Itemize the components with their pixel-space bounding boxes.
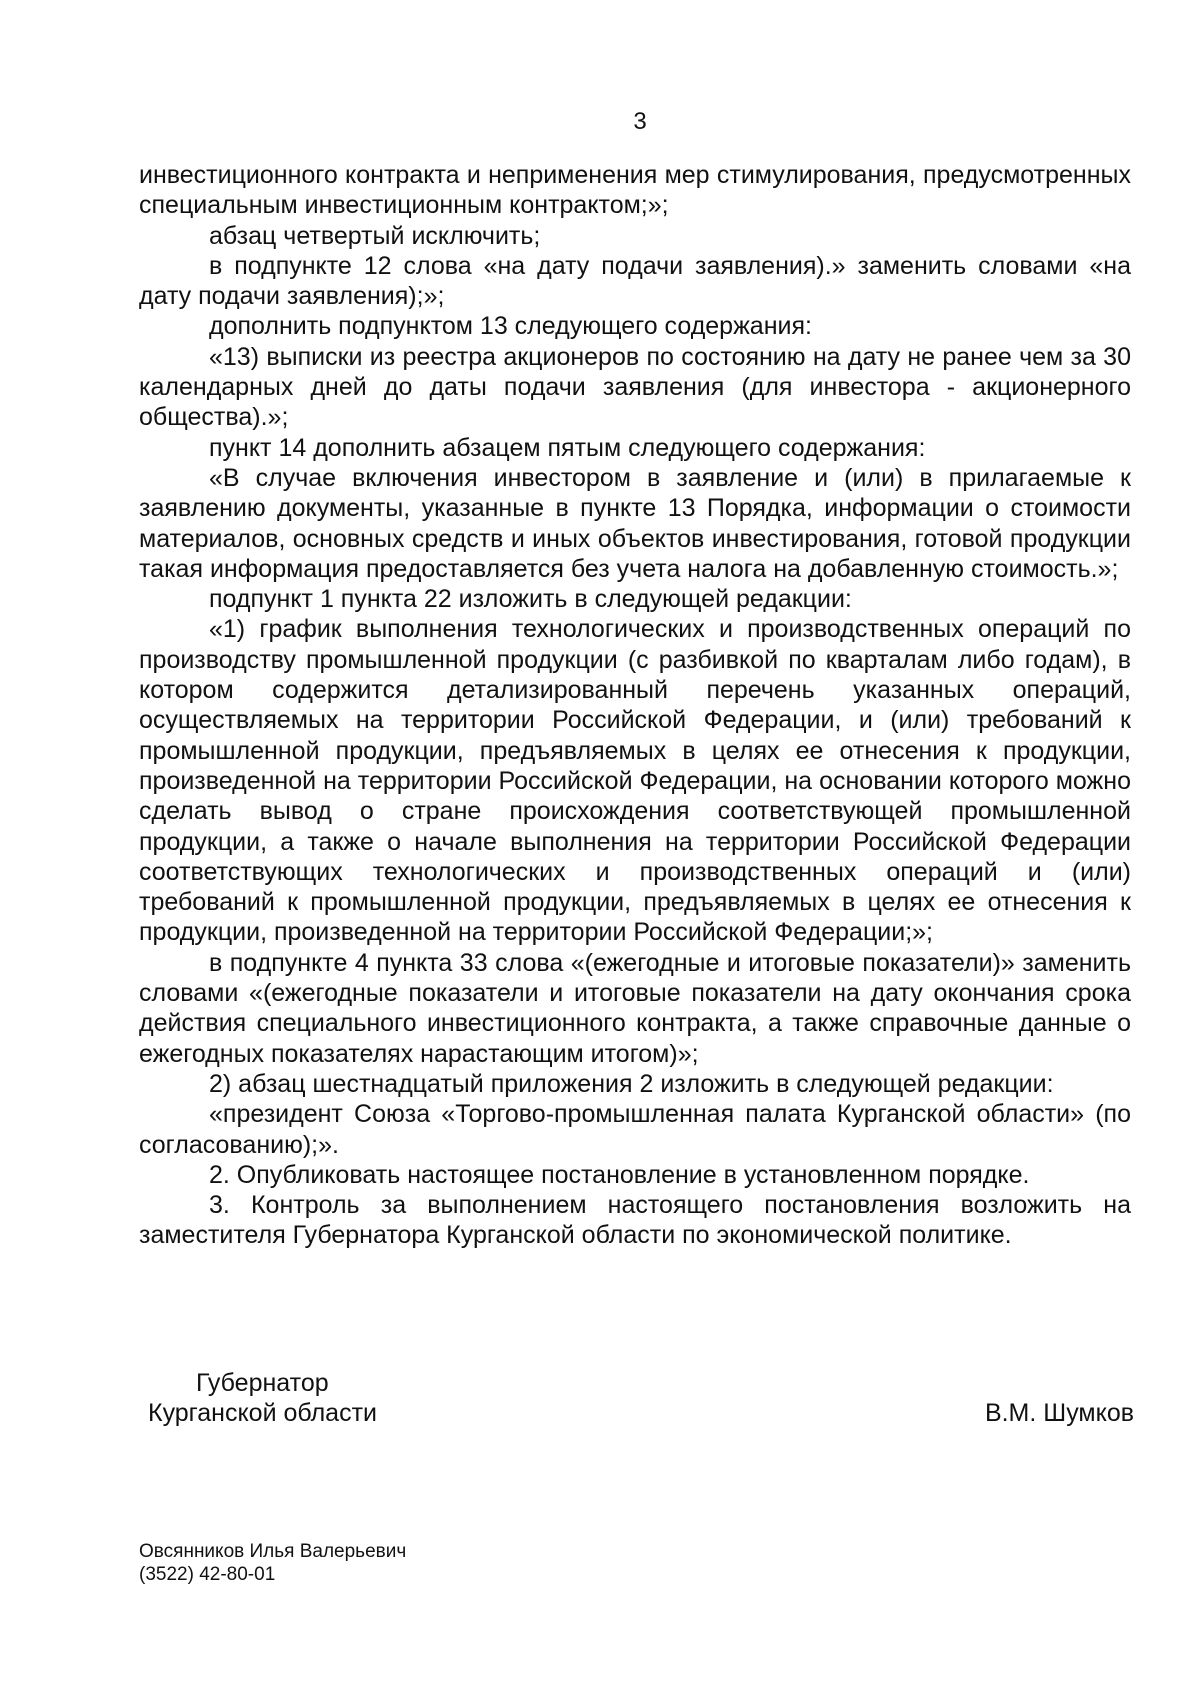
signatory-name: В.М. Шумков <box>984 1399 1134 1427</box>
page-number: 3 <box>633 108 647 135</box>
paragraph: пункт 14 дополнить абзацем пятым следующего содержания: <box>209 433 926 462</box>
paragraph: подпункт 1 пункта 22 изложить в следующей редакции: <box>209 585 852 614</box>
paragraph: дополнить подпунктом 13 следующего содержания: <box>209 312 812 341</box>
paragraph: 3. Контроль за выполнением настоящего постановления возложить на заместителя Губернатора Курганской области по экономической политике. <box>139 1191 1131 1250</box>
signatory-title-line2: Курганской области <box>148 1399 378 1427</box>
paragraph: 2) абзац шестнадцатый приложения 2 изложить в следующей редакции: <box>209 1069 1054 1098</box>
paragraph: абзац четвертый исключить; <box>209 221 541 250</box>
paragraph: 2. Опубликовать настоящее постановление в установленном порядке. <box>209 1160 1030 1189</box>
executor-phone: (3522) 42-80-01 <box>139 1564 276 1585</box>
signatory-title-line1: Губернатор <box>196 1369 329 1397</box>
paragraph: в подпункте 12 слова «на дату подачи заявления).» заменить словами «на дату подачи заявления);»; <box>139 251 1131 311</box>
executor-block <box>139 1540 406 1586</box>
document-body <box>139 160 1131 1251</box>
paragraph: «1) график выполнения технологических и производственных операций по производству промышленной продукции (с разбивкой по кварталам либо годам), в котором содержится детализированный перечень указанных операций, осуществляемых на территории Российской Федерации, и (или) требований к промышленной продукции, предъявляемых в целях ее отнесения к продукции, произведенной на территории Российской Федерации, на основании которого можно сделать вывод о стране происхождения соответствующей промышленной продукции, а также о начале выполнения на территории Российской Федерации соответствующих технологических и производственных операций и (или) требований к промышленной продукции, предъявляемых в целях ее отнесения к продукции, произведенной на территории Российской Федерации;»; <box>139 615 1131 947</box>
paragraph: «президент Союза «Торгово-промышленная палата Курганской области» (по согласованию);». <box>139 1100 1131 1159</box>
paragraph: в подпункте 4 пункта 33 слова «(ежегодные и итоговые показатели)» заменить словами «(ежегодные показатели и итоговые показатели на дату окончания срока действия специального инвестиционного контракта, а также справочные данные о ежегодных показателях нарастающим итогом)»; <box>139 948 1131 1068</box>
paragraph: инвестиционного контракта и неприменения мер стимулирования, предусмотренных специальным инвестиционным контрактом;»; <box>139 161 1131 220</box>
executor-name: Овсянников Илья Валерьевич <box>139 1541 407 1562</box>
signatory-title <box>148 1368 377 1428</box>
paragraph: «В случае включения инвестором в заявление и (или) в прилагаемые к заявлению документы, указанные в пункте 13 Порядка, информации о стоимости материалов, основных средств и иных объектов инвестирования, готовой продукции такая информация предоставляется без учета налога на добавленную стоимость.»; <box>139 463 1131 583</box>
paragraph: «13) выписки из реестра акционеров по состоянию на дату не ранее чем за 30 календарных дней до даты подачи заявления (для инвестора - акционерного общества).»; <box>139 342 1131 432</box>
